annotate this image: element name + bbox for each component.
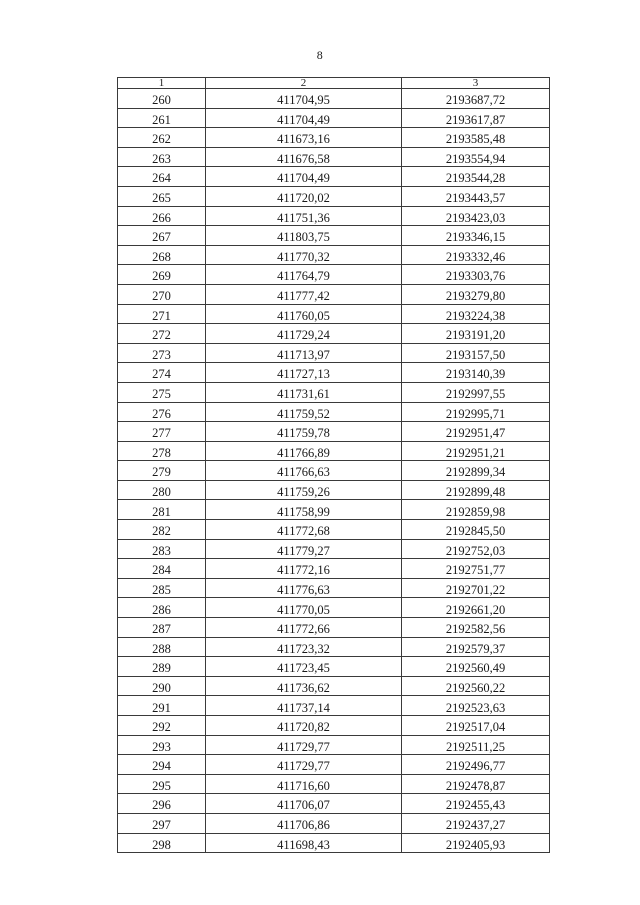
table-row (118, 774, 550, 794)
x-coordinate-cell: 411731,61 (206, 382, 402, 402)
x-coordinate-cell: 411698,43 (206, 833, 402, 853)
y-coordinate-cell: 2192560,22 (402, 676, 550, 696)
table-row (118, 539, 550, 559)
x-coordinate-cell: 411673,16 (206, 128, 402, 148)
y-coordinate-cell: 2193617,87 (402, 108, 550, 128)
point-number-cell: 286 (118, 598, 206, 618)
table-row (118, 186, 550, 206)
y-coordinate-cell: 2192951,21 (402, 441, 550, 461)
x-coordinate-cell: 411766,89 (206, 441, 402, 461)
x-coordinate-cell: 411751,36 (206, 206, 402, 226)
y-coordinate-cell: 2193687,72 (402, 89, 550, 109)
point-number-cell: 276 (118, 402, 206, 422)
x-coordinate-cell: 411766,63 (206, 461, 402, 481)
point-number-cell: 290 (118, 676, 206, 696)
table-row (118, 265, 550, 285)
point-number-cell: 296 (118, 794, 206, 814)
x-coordinate-cell: 411803,75 (206, 226, 402, 246)
point-number-cell: 269 (118, 265, 206, 285)
point-number-cell: 294 (118, 755, 206, 775)
x-coordinate-cell: 411776,63 (206, 578, 402, 598)
y-coordinate-cell: 2193423,03 (402, 206, 550, 226)
y-coordinate-cell: 2193303,76 (402, 265, 550, 285)
table-row (118, 441, 550, 461)
point-number-cell: 284 (118, 559, 206, 579)
table-row (118, 578, 550, 598)
table-row (118, 343, 550, 363)
point-number-cell: 271 (118, 304, 206, 324)
x-coordinate-cell: 411772,16 (206, 559, 402, 579)
point-number-cell: 265 (118, 186, 206, 206)
table-row (118, 833, 550, 853)
point-number-cell: 293 (118, 735, 206, 755)
point-number-cell: 291 (118, 696, 206, 716)
y-coordinate-cell: 2193279,80 (402, 284, 550, 304)
point-number-cell: 273 (118, 343, 206, 363)
table-row (118, 245, 550, 265)
y-coordinate-cell: 2193443,57 (402, 186, 550, 206)
table-row (118, 657, 550, 677)
point-number-cell: 281 (118, 500, 206, 520)
table-row (118, 676, 550, 696)
y-coordinate-cell: 2192560,49 (402, 657, 550, 677)
x-coordinate-cell: 411704,95 (206, 89, 402, 109)
point-number-cell: 278 (118, 441, 206, 461)
point-number-cell: 282 (118, 520, 206, 540)
point-number-cell: 297 (118, 813, 206, 833)
y-coordinate-cell: 2192859,98 (402, 500, 550, 520)
x-coordinate-cell: 411772,66 (206, 618, 402, 638)
table-body (118, 89, 550, 853)
y-coordinate-cell: 2192845,50 (402, 520, 550, 540)
x-coordinate-cell: 411764,79 (206, 265, 402, 285)
point-number-cell: 283 (118, 539, 206, 559)
point-number-cell: 264 (118, 167, 206, 187)
table-row (118, 618, 550, 638)
x-coordinate-cell: 411723,32 (206, 637, 402, 657)
table-row (118, 755, 550, 775)
table-row (118, 167, 550, 187)
x-coordinate-cell: 411759,52 (206, 402, 402, 422)
x-coordinate-cell: 411713,97 (206, 343, 402, 363)
point-number-cell: 288 (118, 637, 206, 657)
table-row (118, 598, 550, 618)
x-coordinate-cell: 411727,13 (206, 363, 402, 383)
point-number-cell: 298 (118, 833, 206, 853)
point-number-cell: 274 (118, 363, 206, 383)
x-coordinate-cell: 411772,68 (206, 520, 402, 540)
y-coordinate-cell: 2193140,39 (402, 363, 550, 383)
y-coordinate-cell: 2192701,22 (402, 578, 550, 598)
table-row (118, 382, 550, 402)
point-number-cell: 289 (118, 657, 206, 677)
x-coordinate-cell: 411770,32 (206, 245, 402, 265)
y-coordinate-cell: 2192511,25 (402, 735, 550, 755)
table-row (118, 128, 550, 148)
column-header-3: 3 (402, 78, 550, 89)
point-number-cell: 267 (118, 226, 206, 246)
x-coordinate-cell: 411779,27 (206, 539, 402, 559)
x-coordinate-cell: 411770,05 (206, 598, 402, 618)
table-row (118, 402, 550, 422)
x-coordinate-cell: 411706,86 (206, 813, 402, 833)
point-number-cell: 270 (118, 284, 206, 304)
x-coordinate-cell: 411720,82 (206, 716, 402, 736)
y-coordinate-cell: 2192951,47 (402, 422, 550, 442)
table-row (118, 520, 550, 540)
point-number-cell: 285 (118, 578, 206, 598)
y-coordinate-cell: 2193544,28 (402, 167, 550, 187)
y-coordinate-cell: 2193224,38 (402, 304, 550, 324)
x-coordinate-cell: 411729,24 (206, 324, 402, 344)
table-row (118, 89, 550, 109)
x-coordinate-cell: 411759,26 (206, 480, 402, 500)
page-number: 8 (316, 48, 324, 62)
point-number-cell: 268 (118, 245, 206, 265)
x-coordinate-cell: 411720,02 (206, 186, 402, 206)
point-number-cell: 266 (118, 206, 206, 226)
y-coordinate-cell: 2192496,77 (402, 755, 550, 775)
x-coordinate-cell: 411729,77 (206, 755, 402, 775)
y-coordinate-cell: 2192997,55 (402, 382, 550, 402)
y-coordinate-cell: 2192523,63 (402, 696, 550, 716)
y-coordinate-cell: 2193191,20 (402, 324, 550, 344)
table-row (118, 559, 550, 579)
table-row (118, 716, 550, 736)
y-coordinate-cell: 2193554,94 (402, 147, 550, 167)
table-row (118, 422, 550, 442)
y-coordinate-cell: 2192517,04 (402, 716, 550, 736)
table-row (118, 206, 550, 226)
column-header-2: 2 (206, 78, 402, 89)
point-number-cell: 287 (118, 618, 206, 638)
point-number-cell: 280 (118, 480, 206, 500)
table-row (118, 226, 550, 246)
point-number-cell: 260 (118, 89, 206, 109)
table-row (118, 461, 550, 481)
y-coordinate-cell: 2192478,87 (402, 774, 550, 794)
x-coordinate-cell: 411758,99 (206, 500, 402, 520)
y-coordinate-cell: 2192582,56 (402, 618, 550, 638)
y-coordinate-cell: 2192899,48 (402, 480, 550, 500)
x-coordinate-cell: 411676,58 (206, 147, 402, 167)
column-header-1: 1 (118, 78, 206, 89)
point-number-cell: 263 (118, 147, 206, 167)
table-row (118, 813, 550, 833)
table-row (118, 480, 550, 500)
y-coordinate-cell: 2192579,37 (402, 637, 550, 657)
point-number-cell: 275 (118, 382, 206, 402)
table-row (118, 735, 550, 755)
table-row (118, 500, 550, 520)
y-coordinate-cell: 2192405,93 (402, 833, 550, 853)
x-coordinate-cell: 411759,78 (206, 422, 402, 442)
y-coordinate-cell: 2192751,77 (402, 559, 550, 579)
y-coordinate-cell: 2192899,34 (402, 461, 550, 481)
table-row (118, 637, 550, 657)
y-coordinate-cell: 2193157,50 (402, 343, 550, 363)
x-coordinate-cell: 411729,77 (206, 735, 402, 755)
table-row (118, 324, 550, 344)
y-coordinate-cell: 2192995,71 (402, 402, 550, 422)
table-header (118, 78, 550, 89)
x-coordinate-cell: 411723,45 (206, 657, 402, 677)
x-coordinate-cell: 411704,49 (206, 108, 402, 128)
x-coordinate-cell: 411777,42 (206, 284, 402, 304)
x-coordinate-cell: 411706,07 (206, 794, 402, 814)
y-coordinate-cell: 2192752,03 (402, 539, 550, 559)
point-number-cell: 261 (118, 108, 206, 128)
x-coordinate-cell: 411704,49 (206, 167, 402, 187)
point-number-cell: 262 (118, 128, 206, 148)
point-number-cell: 295 (118, 774, 206, 794)
y-coordinate-cell: 2193332,46 (402, 245, 550, 265)
table-row (118, 147, 550, 167)
y-coordinate-cell: 2192455,43 (402, 794, 550, 814)
y-coordinate-cell: 2193585,48 (402, 128, 550, 148)
coordinates-table (117, 77, 550, 853)
table-row (118, 108, 550, 128)
y-coordinate-cell: 2192437,27 (402, 813, 550, 833)
table-row (118, 363, 550, 383)
table-row (118, 304, 550, 324)
x-coordinate-cell: 411737,14 (206, 696, 402, 716)
header-row (118, 78, 550, 89)
y-coordinate-cell: 2193346,15 (402, 226, 550, 246)
table-row (118, 696, 550, 716)
point-number-cell: 279 (118, 461, 206, 481)
table-row (118, 794, 550, 814)
x-coordinate-cell: 411760,05 (206, 304, 402, 324)
x-coordinate-cell: 411716,60 (206, 774, 402, 794)
point-number-cell: 277 (118, 422, 206, 442)
y-coordinate-cell: 2192661,20 (402, 598, 550, 618)
point-number-cell: 292 (118, 716, 206, 736)
x-coordinate-cell: 411736,62 (206, 676, 402, 696)
table-row (118, 284, 550, 304)
point-number-cell: 272 (118, 324, 206, 344)
